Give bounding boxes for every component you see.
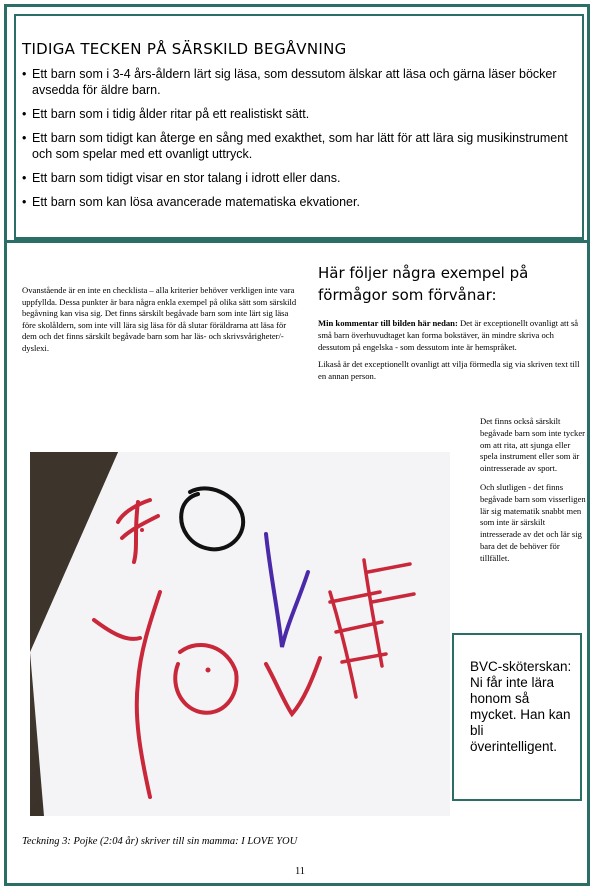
list-item: • Ett barn som tidigt visar en stor talang i idrott eller dans. <box>22 170 580 186</box>
list-item: • Ett barn som tidigt kan återge en sång med exakthet, som har lätt för att lära sig musikinstrument och som spelar med ett ovanligt uttryck. <box>22 130 580 162</box>
side-text <box>480 416 588 572</box>
list-item: • Ett barn som i tidig ålder ritar på ett realistiskt sätt. <box>22 106 580 122</box>
list-item: • Ett barn som i 3-4 års-åldern lärt sig läsa, som dessutom älskar att läsa och gärna läser böcker avsedda för äldre barn. <box>22 66 580 98</box>
figure-caption: Teckning 3: Pojke (2:04 år) skriver till sin mamma: I LOVE YOU <box>22 836 298 847</box>
abilities-heading: Här följer några exempel på förmågor som förvånar: <box>318 264 529 304</box>
comment-block <box>318 318 588 389</box>
comment-paragraph <box>318 318 588 353</box>
checklist-note: Ovanstående är en inte en checklista – alla kriterier behöver verkligen inte vara uppfyllda. Dessa punkter är bara några enkla exempel på olika sätt som särskild begåvning kan visa sig. Det finns särskilt begåvade barn som inte lärt sig läsa före skolåldern, som inte vill lära sig läsa för då slutar föräldrarna att läsa för dem och det finns särskilt begåvade barn som har läs- och skrivsvårigheter/-dyslexi. <box>22 285 297 353</box>
page-number: 11 <box>294 866 306 877</box>
early-signs-list <box>22 66 580 218</box>
comment-paragraph-2: Likaså är det exceptionellt ovanligt att vilja förmedla sig via skriven text till en annan person. <box>318 359 580 382</box>
section-divider <box>4 240 590 243</box>
side-paragraph-1: Det finns också särskilt begåvade barn som inte tycker om att rita, att sjunga eller spela instrument eller som är ointresserade av sport. <box>480 416 585 474</box>
early-signs-heading: TIDIGA TECKEN PÅ SÄRSKILD BEGÅVNING <box>22 40 347 58</box>
comment-label: Min kommentar till bilden här nedan: <box>318 318 458 328</box>
nurse-quote-box: BVC-sköterskan: Ni får inte lära honom så mycket. Han kan bli överintelligent. <box>452 633 582 801</box>
list-item: • Ett barn som kan lösa avancerade matematiska ekvationer. <box>22 194 580 210</box>
side-paragraph-2: Och slutligen - det finns begåvade barn som visserligen lär sig matematik snabbt men som inte är särskilt intresserade av det och lär sig bara det de behöver för tillfället. <box>480 481 586 563</box>
drawing-photo <box>30 452 450 816</box>
comment-text: Det är exceptionellt ovanligt att så små barn överhuvudtaget kan forma bokstäver, än mindre skriva och dessutom på engelska - som dessutom inte är hemspråket. <box>318 318 579 352</box>
